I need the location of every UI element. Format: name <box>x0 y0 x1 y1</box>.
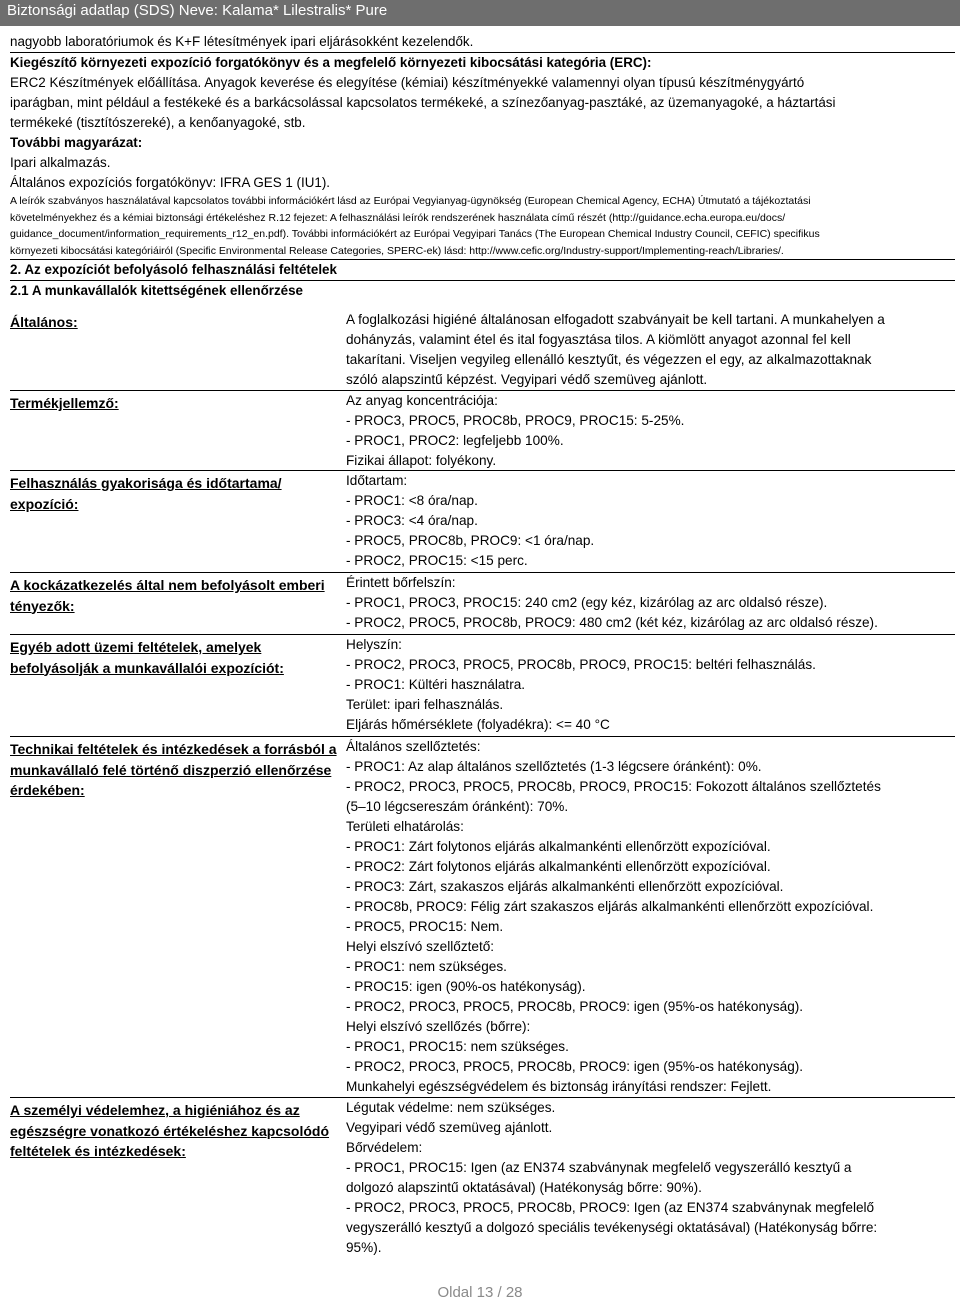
row-value-line: - PROC2, PROC3, PROC5, PROC8b, PROC9: igen (95%-os hatékonyság). <box>346 1059 804 1074</box>
further-explanation-label: További magyarázat: <box>10 135 143 150</box>
intro-section <box>10 32 955 301</box>
row-value-line: Helyi elszívó szellőztető: <box>346 939 495 954</box>
document-header-bar <box>0 0 960 26</box>
row-value-line: Fizikai állapot: folyékony. <box>346 453 497 468</box>
row-value-line: Terület: ipari felhasználás. <box>346 697 504 712</box>
reference-note-line: követelményekhez és a kémiai biztonsági értékeléshez R.12 fejezet: A felhasználási leírók rendszerének használata című részét (http://guidance.echa.europa.eu/docs/ <box>10 211 786 224</box>
erc-paragraph-line: termékeké (tisztítószereké), a kenőanyagoké, stb. <box>10 115 306 130</box>
row-label: Felhasználás gyakorisága és időtartama/ expozíció: <box>10 475 282 512</box>
exposure-row <box>10 390 955 471</box>
further-explanation-line: Általános expozíciós forgatókönyv: IFRA GES 1 (IU1). <box>10 175 331 190</box>
row-value <box>346 391 946 471</box>
row-label: Általános: <box>10 314 78 330</box>
row-value-line: - PROC2, PROC3, PROC5, PROC8b, PROC9: igen (95%-os hatékonyság). <box>346 999 804 1014</box>
row-value-line: Munkahelyi egészségvédelem és biztonság irányítási rendszer: Fejlett. <box>346 1079 772 1094</box>
row-value-line: Érintett bőrfelszín: <box>346 575 456 590</box>
erc-heading: Kiegészítő környezeti expozíció forgatókönyv és a megfelelő környezeti kibocsátási kategória (ERC): <box>10 55 652 70</box>
erc-paragraph-line: ERC2 Készítmények előállítása. Anyagok keverése és elegyítése (kémiai) készítményekké valamennyi olyan típusú készítménygyártó <box>10 75 805 90</box>
row-value <box>346 1098 946 1258</box>
row-value-line: - PROC2, PROC3, PROC5, PROC8b, PROC9, PROC15: beltéri felhasználás. <box>346 657 816 672</box>
row-value-line: Bőrvédelem: <box>346 1140 423 1155</box>
exposure-row <box>10 310 955 390</box>
row-value-line: - PROC5, PROC15: Nem. <box>346 919 504 934</box>
exposure-row <box>10 1097 955 1268</box>
row-value-line: Helyi elszívó szellőzés (bőrre): <box>346 1019 531 1034</box>
row-value-line: Területi elhatárolás: <box>346 819 464 834</box>
reference-note-line: A leírók szabványos használatával kapcsolatos további információkért lásd az Európai Vegyianyag-ügynökség (European Chemical Agency, ECHA) Útmutató a tájékoztatási <box>10 195 811 207</box>
row-value <box>346 635 946 735</box>
row-value-line: vegyszerálló kesztyű a dolgozó speciális tevékenységi oktatásával) (Hatékonyság bőrre: <box>346 1220 878 1235</box>
row-value-line: - PROC2, PROC15: <15 perc. <box>346 553 528 568</box>
row-value-line: - PROC15: igen (90%-os hatékonyság). <box>346 979 586 994</box>
row-value-line: - PROC1, PROC3, PROC15: 240 cm2 (egy kéz, kizárólag az arc oldalsó része). <box>346 595 828 610</box>
row-value-line: - PROC3: Zárt, szakaszos eljárás alkalmankénti ellenőrzött expozícióval. <box>346 879 784 894</box>
erc-paragraph-line: iparágban, mint például a festékeké és a barkácsolással kapcsolatos termékeké, a színezőanyag-pasztáké, az üzemanyagoké, a háztartási <box>10 95 836 110</box>
row-value-line: - PROC2: Zárt folytonos eljárás alkalmankénti ellenőrzött expozícióval. <box>346 859 771 874</box>
row-value-line: takarítani. Viseljen vegyileg ellenálló kesztyűt, és végezzen el egy, az alkalmazottaknak <box>346 352 872 367</box>
row-value-line: - PROC1: Kültéri használatra. <box>346 677 526 692</box>
exposure-row <box>10 634 955 737</box>
row-value <box>346 573 946 633</box>
row-value-line: - PROC1: Az alap általános szellőztetés (1-3 légcsere óránként): 0%. <box>346 759 762 774</box>
row-value-line: (5–10 légcsereszám óránként): 70%. <box>346 799 569 814</box>
row-value-line: - PROC1: Zárt folytonos eljárás alkalmankénti ellenőrzött expozícióval. <box>346 839 771 854</box>
row-label: Termékjellemző: <box>10 395 119 411</box>
row-value-line: szóló alapszintű képzést. Vegyipari védő szemüveg ajánlott. <box>346 372 708 387</box>
row-value-line: - PROC1: nem szükséges. <box>346 959 507 974</box>
further-explanation-line: Ipari alkalmazás. <box>10 155 111 170</box>
section-2-title: 2. Az expozíciót befolyásoló felhasználási feltételek <box>10 262 337 277</box>
row-value-line: - PROC2, PROC3, PROC5, PROC8b, PROC9: Igen (az EN374 szabványnak megfelelő <box>346 1200 875 1215</box>
row-label: A kockázatkezelés által nem befolyásolt emberi tényezők: <box>10 577 325 614</box>
exposure-row <box>10 572 955 635</box>
reference-note-line: környezeti kibocsátási kategóriáiról (Specific Environmental Release Categories, SPERC-ek) lásd: http://www.cefic.org/Industry-support/Implementing-reach/Libraries/. <box>10 244 784 257</box>
row-value-line: - PROC5, PROC8b, PROC9: <1 óra/nap. <box>346 533 595 548</box>
row-value-line: A foglalkozási higiéné általánosan elfogadott szabványait be kell tartani. A munkahelyen a <box>346 312 885 327</box>
intro-line-1: nagyobb laboratóriumok és K+F létesítmények ipari eljárásokként kezelendők. <box>10 34 474 49</box>
row-value-line: - PROC2, PROC5, PROC8b, PROC9: 480 cm2 (két kéz, kizárólag az arc oldalsó része). <box>346 615 878 630</box>
row-value-line: Általános szellőztetés: <box>346 739 481 754</box>
row-value-line: Időtartam: <box>346 473 408 488</box>
row-value-line: Az anyag koncentrációja: <box>346 393 498 408</box>
row-value-line: - PROC3, PROC5, PROC8b, PROC9, PROC15: 5-25%. <box>346 413 685 428</box>
reference-note-line: guidance_document/information_requirements_r12_en.pdf). További információkért az Európai Vegyipari Tanács (The European Chemical Industry Council, CEFIC) specifikus <box>10 228 820 240</box>
row-value-line: - PROC1, PROC15: Igen (az EN374 szabványnak megfelelő vegyszerálló kesztyű a <box>346 1160 852 1175</box>
row-value-line: 95%). <box>346 1240 382 1255</box>
row-value-line: - PROC1, PROC2: legfeljebb 100%. <box>346 433 564 448</box>
row-value-line: - PROC8b, PROC9: Félig zárt szakaszos eljárás alkalmankénti ellenőrzött expozícióval. <box>346 899 874 914</box>
row-value-line: - PROC1: <8 óra/nap. <box>346 493 478 508</box>
row-value-line: Vegyipari védő szemüveg ajánlott. <box>346 1120 553 1135</box>
row-label: Egyéb adott üzemi feltételek, amelyek befolyásolják a munkavállalói expozíciót: <box>10 639 284 676</box>
row-value-line: - PROC1, PROC15: nem szükséges. <box>346 1039 569 1054</box>
row-value-line: Légutak védelme: nem szükséges. <box>346 1100 556 1115</box>
row-value-line: - PROC3: <4 óra/nap. <box>346 513 478 528</box>
row-value <box>346 737 946 1097</box>
row-value <box>346 310 946 390</box>
page-number: Oldal 13 / 28 <box>437 1284 523 1301</box>
exposure-row <box>10 470 955 573</box>
section-2-1-title: 2.1 A munkavállalók kitettségének ellenőrzése <box>10 283 303 298</box>
exposure-row <box>10 736 955 1098</box>
row-label: Technikai feltételek és intézkedések a forrásból a munkavállaló felé történő diszperzió ellenőrzése érdekében: <box>10 741 337 798</box>
row-value-line: - PROC2, PROC3, PROC5, PROC8b, PROC9, PROC15: Fokozott általános szellőztetés <box>346 779 881 794</box>
row-value-line: Helyszín: <box>346 637 402 652</box>
row-value-line: dolgozó alapszintű oktatásával) (Hatékonyság bőrre: 90%). <box>346 1180 702 1195</box>
row-value-line: Eljárás hőmérséklete (folyadékra): <= 40 °C <box>346 717 610 732</box>
row-label: A személyi védelemhez, a higiéniához és az egészségre vonatkozó értékeléshez kapcsolódó feltételek és intézkedések: <box>10 1102 330 1159</box>
document-title: Biztonsági adatlap (SDS) Neve: Kalama* Lilestralis* Pure <box>7 2 388 19</box>
row-value-line: dohányzás, valamint étel és ital fogyasztása tilos. A kiömlött anyagot azonnal fel kell <box>346 332 851 347</box>
row-value <box>346 471 946 571</box>
